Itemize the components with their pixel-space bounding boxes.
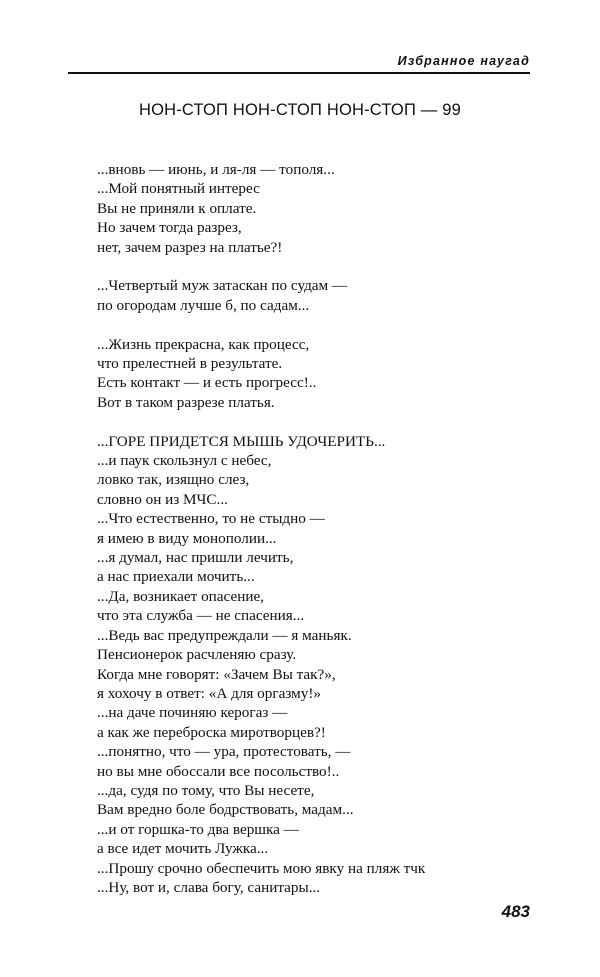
poem-line: ...Ну, вот и, слава богу, санитары... — [97, 878, 321, 896]
poem-line: а все идет мочить Лужка... — [97, 840, 269, 858]
poem-line: Вы не приняли к оплате. — [97, 199, 257, 217]
poem-title: НОН-СТОП НОН-СТОП НОН-СТОП — 99 — [138, 101, 462, 119]
poem-line: нет, зачем разрез на платье?! — [97, 238, 283, 256]
poem-line: ...и от горшка-то два вершка — — [97, 820, 299, 838]
poem-line: ловко так, изящно слез, — [97, 471, 250, 489]
poem-line: а как же переброска миротворцев?! — [97, 723, 326, 741]
stanza — [97, 276, 537, 315]
page-number: 483 — [501, 902, 530, 921]
poem-line: ...да, судя по тому, что Вы несете, — [97, 781, 315, 799]
poem-line: Есть контакт — и есть прогресс!.. — [97, 374, 317, 392]
stanza — [97, 432, 537, 898]
poem-line: ...я думал, нас пришли лечить, — [97, 549, 294, 567]
poem-line: я хохочу в ответ: «А для оргазму!» — [97, 684, 321, 702]
poem-line: ...Ведь вас предупреждали — я маньяк. — [97, 626, 352, 644]
poem-line: ...Мой понятный интерес — [97, 180, 260, 198]
poem-line: Пенсионерок расчленяю сразу. — [97, 646, 297, 664]
poem-body — [97, 160, 537, 917]
poem-line: ...Жизнь прекрасна, как процесс, — [97, 335, 310, 353]
poem-line: ...ГОРЕ ПРИДЕТСЯ МЫШЬ УДОЧЕРИТЬ... — [97, 432, 386, 450]
poem-line: ...Что естественно, то не стыдно — — [97, 510, 325, 528]
poem-line: ...Четвертый муж затаскан по судам — — [97, 277, 348, 295]
stanza — [97, 160, 537, 257]
poem-line: ...понятно, что — ура, протестовать, — — [97, 743, 351, 761]
poem-line: по огородам лучше б, по садам... — [97, 296, 310, 314]
poem-line: Вам вредно боле бодрствовать, мадам... — [97, 801, 354, 819]
poem-line: ...и паук скользнул с небес, — [97, 452, 272, 470]
poem-line: но вы мне обоссали все посольство!.. — [97, 762, 340, 780]
poem-line: ...на даче починяю керогаз — — [97, 704, 288, 722]
running-head: Избранное наугад — [397, 54, 530, 68]
poem-line: что эта служба — не спасения... — [97, 607, 305, 625]
poem-line: я имею в виду монополии... — [97, 529, 277, 547]
poem-line: Но зачем тогда разрез, — [97, 219, 242, 237]
poem-line: ...Да, возникает опасение, — [97, 587, 264, 605]
poem-line: что прелестней в результате. — [97, 355, 283, 373]
stanza — [97, 335, 537, 413]
poem-line: словно он из МЧС... — [97, 490, 228, 508]
poem-line: а нас приехали мочить... — [97, 568, 255, 586]
poem-line: Когда мне говорят: «Зачем Вы так?», — [97, 665, 336, 683]
header-rule — [68, 72, 530, 74]
poem-line: ...Прошу срочно обеспечить мою явку на пляж тчк — [97, 859, 426, 877]
poem-line: Вот в таком разрезе платья. — [97, 393, 275, 411]
poem-line: ...вновь — июнь, и ля-ля — тополя... — [97, 161, 335, 178]
